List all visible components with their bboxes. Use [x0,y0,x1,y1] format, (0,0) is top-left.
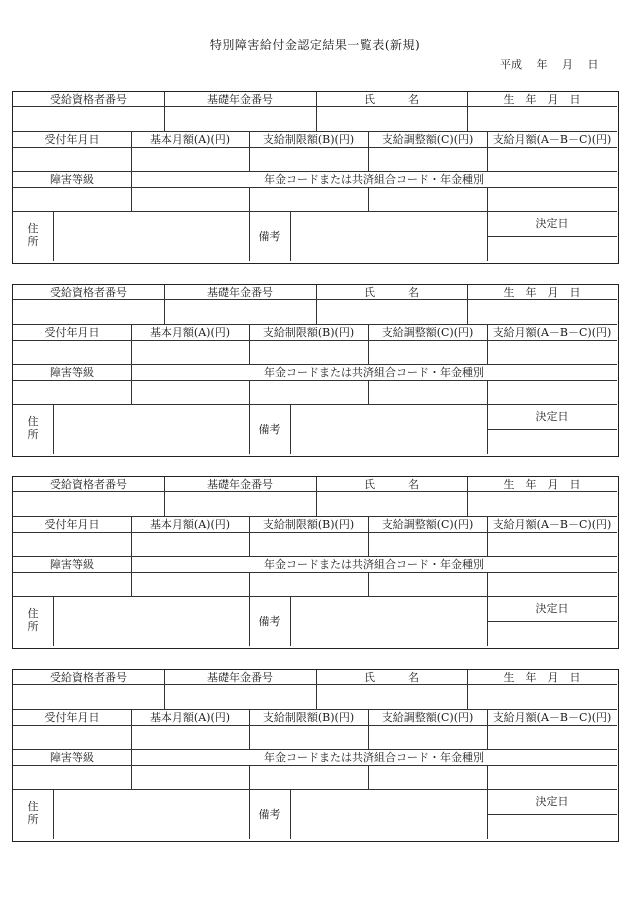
date-line: 平成 年 月 日 [500,58,599,71]
label-shimei: 氏 名 [364,670,419,684]
label-kettei-bi: 決定日 [535,602,569,615]
form-block-2 [12,284,619,457]
field-kihon-getsugaku[interactable] [132,148,249,171]
field-shimei[interactable] [317,107,467,131]
label-ju: 住 [27,415,39,429]
field-nenkin-code-4[interactable] [488,573,617,596]
label-kihon-getsugaku: 基本月額(A)(円) [149,710,231,724]
label-sho: 所 [27,620,39,633]
field-shimei[interactable] [317,300,467,324]
field-nenkin-code-3[interactable] [369,766,487,789]
form-block-3 [12,476,619,649]
field-shikyu-seigengaku[interactable] [250,533,368,556]
field-kettei-bi[interactable] [488,815,617,839]
label-biko: 備考 [258,422,281,436]
field-juusho[interactable] [54,597,249,646]
label-juusho [13,211,53,261]
field-jukyu-shikakusha-bango[interactable] [13,107,164,131]
label-sho: 所 [27,813,39,826]
field-jukyu-shikakusha-bango[interactable] [13,685,164,709]
field-seinengappi[interactable] [468,685,617,709]
form-block-1 [12,91,619,264]
label-uketsuke-nengappi: 受付年月日 [44,132,100,146]
label-jukyu-shikakusha-bango: 受給資格者番号 [50,477,127,491]
field-jukyu-shikakusha-bango[interactable] [13,492,164,516]
label-kettei-bi: 決定日 [535,410,569,423]
field-shikyu-seigengaku[interactable] [250,148,368,171]
label-uketsuke-nengappi: 受付年月日 [44,325,100,339]
field-shikyu-seigengaku[interactable] [250,341,368,364]
field-kiso-nenkin-bango[interactable] [165,492,316,516]
label-kettei-bi: 決定日 [535,795,569,808]
field-juusho[interactable] [54,405,249,454]
label-shikyu-chouseigaku: 支給調整額(C)(円) [381,517,474,531]
field-juusho[interactable] [54,790,249,839]
field-kettei-bi[interactable] [488,430,617,454]
label-uketsuke-nengappi: 受付年月日 [44,517,100,531]
label-jukyu-shikakusha-bango: 受給資格者番号 [50,670,127,684]
label-shikyu-seigengaku: 支給制限額(B)(円) [262,517,355,531]
label-seinengappi: 生 年 月 日 [503,477,581,491]
label-jukyu-shikakusha-bango: 受給資格者番号 [50,285,127,299]
field-nenkin-code-3[interactable] [369,188,487,211]
field-nenkin-code-1[interactable] [132,766,249,789]
field-shikyu-getsugaku[interactable] [488,148,617,171]
label-shikyu-getsugaku: 支給月額(A－B－C)(円) [492,325,612,339]
field-kettei-bi[interactable] [488,237,617,261]
label-shimei: 氏 名 [364,477,419,491]
field-shimei[interactable] [317,685,467,709]
label-kihon-getsugaku: 基本月額(A)(円) [149,517,231,531]
field-kihon-getsugaku[interactable] [132,726,249,749]
label-juusho [13,596,53,646]
label-biko: 備考 [258,807,281,821]
label-shikyu-chouseigaku: 支給調整額(C)(円) [381,325,474,339]
label-shimei: 氏 名 [364,92,419,106]
field-uketsuke-nengappi[interactable] [13,726,131,749]
label-sho: 所 [27,235,39,248]
field-shikyu-chouseigaku[interactable] [369,148,487,171]
field-kettei-bi[interactable] [488,622,617,646]
label-nenkin-code: 年金コードまたは共済組合コード・年金種別 [264,172,484,186]
field-nenkin-code-3[interactable] [369,381,487,404]
label-biko: 備考 [258,229,281,243]
label-nenkin-code: 年金コードまたは共済組合コード・年金種別 [264,557,484,571]
field-jukyu-shikakusha-bango[interactable] [13,300,164,324]
label-nenkin-code: 年金コードまたは共済組合コード・年金種別 [264,750,484,764]
field-nenkin-code-2[interactable] [250,766,368,789]
label-shikyu-chouseigaku: 支給調整額(C)(円) [381,132,474,146]
field-shogai-tokyu[interactable] [13,381,131,404]
field-nenkin-code-1[interactable] [132,381,249,404]
field-uketsuke-nengappi[interactable] [13,148,131,171]
field-seinengappi[interactable] [468,492,617,516]
label-juusho [13,404,53,454]
field-shikyu-chouseigaku[interactable] [369,726,487,749]
field-biko[interactable] [291,597,487,646]
field-nenkin-code-2[interactable] [250,381,368,404]
label-kihon-getsugaku: 基本月額(A)(円) [149,325,231,339]
label-shogai-tokyu: 障害等級 [50,365,94,379]
label-seinengappi: 生 年 月 日 [503,92,581,106]
label-shikyu-seigengaku: 支給制限額(B)(円) [262,132,355,146]
field-shikyu-chouseigaku[interactable] [369,533,487,556]
field-nenkin-code-2[interactable] [250,188,368,211]
label-shikyu-getsugaku: 支給月額(A－B－C)(円) [492,517,612,531]
label-jukyu-shikakusha-bango: 受給資格者番号 [50,92,127,106]
label-shikyu-chouseigaku: 支給調整額(C)(円) [381,710,474,724]
field-shikyu-getsugaku[interactable] [488,726,617,749]
field-kiso-nenkin-bango[interactable] [165,685,316,709]
field-shogai-tokyu[interactable] [13,573,131,596]
field-uketsuke-nengappi[interactable] [13,341,131,364]
label-biko: 備考 [258,614,281,628]
field-shikyu-getsugaku[interactable] [488,533,617,556]
field-biko[interactable] [291,212,487,261]
field-seinengappi[interactable] [468,300,617,324]
field-kiso-nenkin-bango[interactable] [165,300,316,324]
field-biko[interactable] [291,790,487,839]
document-title: 特別障害給付金認定結果一覧表(新規) [209,38,421,52]
label-sho: 所 [27,428,39,441]
label-shikyu-getsugaku: 支給月額(A－B－C)(円) [492,710,612,724]
field-nenkin-code-1[interactable] [132,573,249,596]
label-ju: 住 [27,607,39,621]
label-kiso-nenkin-bango: 基礎年金番号 [207,670,273,684]
label-ju: 住 [27,800,39,814]
label-ju: 住 [27,222,39,236]
label-shikyu-seigengaku: 支給制限額(B)(円) [262,710,355,724]
label-shogai-tokyu: 障害等級 [50,557,94,571]
field-kihon-getsugaku[interactable] [132,533,249,556]
label-uketsuke-nengappi: 受付年月日 [44,710,100,724]
field-nenkin-code-3[interactable] [369,573,487,596]
label-kiso-nenkin-bango: 基礎年金番号 [207,92,273,106]
field-nenkin-code-4[interactable] [488,381,617,404]
field-shikyu-seigengaku[interactable] [250,726,368,749]
label-nenkin-code: 年金コードまたは共済組合コード・年金種別 [264,365,484,379]
field-biko[interactable] [291,405,487,454]
label-juusho [13,789,53,839]
label-shikyu-getsugaku: 支給月額(A－B－C)(円) [492,132,612,146]
field-kiso-nenkin-bango[interactable] [165,107,316,131]
field-shikyu-getsugaku[interactable] [488,341,617,364]
field-shogai-tokyu[interactable] [13,766,131,789]
label-shikyu-seigengaku: 支給制限額(B)(円) [262,325,355,339]
label-shimei: 氏 名 [364,285,419,299]
field-shogai-tokyu[interactable] [13,188,131,211]
label-shogai-tokyu: 障害等級 [50,172,94,186]
field-nenkin-code-4[interactable] [488,188,617,211]
label-kiso-nenkin-bango: 基礎年金番号 [207,285,273,299]
field-shikyu-chouseigaku[interactable] [369,341,487,364]
field-seinengappi[interactable] [468,107,617,131]
field-kihon-getsugaku[interactable] [132,341,249,364]
field-uketsuke-nengappi[interactable] [13,533,131,556]
label-seinengappi: 生 年 月 日 [503,285,581,299]
label-kiso-nenkin-bango: 基礎年金番号 [207,477,273,491]
label-kettei-bi: 決定日 [535,217,569,230]
label-seinengappi: 生 年 月 日 [503,670,581,684]
label-shogai-tokyu: 障害等級 [50,750,94,764]
field-juusho[interactable] [54,212,249,261]
field-nenkin-code-1[interactable] [132,188,249,211]
label-kihon-getsugaku: 基本月額(A)(円) [149,132,231,146]
field-nenkin-code-4[interactable] [488,766,617,789]
field-nenkin-code-2[interactable] [250,573,368,596]
field-shimei[interactable] [317,492,467,516]
form-block-4 [12,669,619,842]
